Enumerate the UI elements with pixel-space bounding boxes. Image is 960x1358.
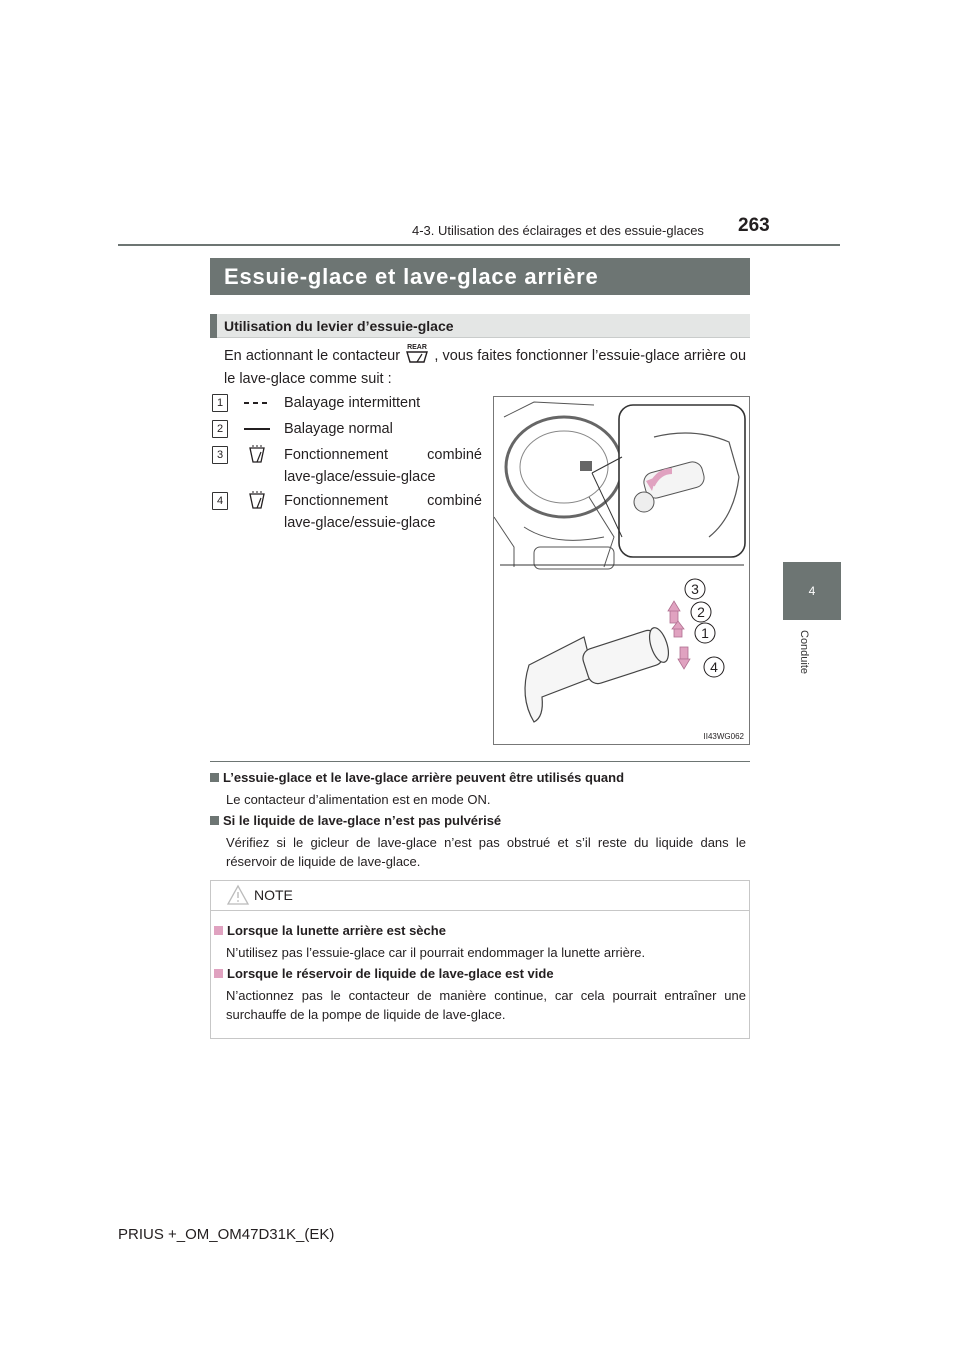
list-item — [212, 392, 482, 414]
bullet-square-icon — [214, 926, 223, 935]
note-body: Vérifiez si le gicleur de lave-glace n’est pas obstrué et s’il reste du liquide dans le réservoir de liquide de lave-glace. — [226, 835, 746, 869]
item-text: Fonctionnement combiné lave-glace/essuie-glace — [284, 447, 482, 485]
illustration-svg — [494, 397, 749, 744]
callout-2: 2 — [697, 604, 705, 620]
section-title: 4-3. Utilisation des éclairages et des essuie-glaces — [412, 223, 704, 238]
warning-triangle-icon — [226, 884, 250, 906]
item-number: 4 — [212, 492, 228, 510]
item-number: 1 — [212, 394, 228, 412]
page-title: Essuie-glace et lave-glace arrière — [210, 258, 750, 295]
section-divider — [210, 761, 750, 762]
rear-wiper-switch-icon — [404, 342, 430, 360]
subheading: Utilisation du levier d’essuie-glace — [210, 314, 750, 338]
intro-text-end: , vous faites fonctionner l’essuie-glace arrière ou le lave-glace comme suit : — [224, 348, 747, 387]
note-heading-text: L’essuie-glace et le lave-glace arrière peuvent être utilisés quand — [223, 770, 625, 785]
item-number: 2 — [212, 420, 228, 438]
callout-1: 1 — [701, 625, 709, 641]
intro-text-start: En actionnant le contacteur — [224, 348, 401, 364]
list-item — [212, 418, 482, 440]
caution-heading — [214, 966, 554, 981]
subheading-accent — [210, 314, 217, 338]
list-item — [212, 444, 482, 488]
callout-4: 4 — [710, 659, 718, 675]
item-text: Fonctionnement combiné lave-glace/essuie-glace — [284, 493, 482, 531]
wiper-lever-illustration — [493, 396, 750, 745]
solid-line-icon — [242, 418, 272, 440]
document-code: PRIUS +_OM_OM47D31K_(EK) — [118, 1226, 335, 1243]
note-heading — [210, 770, 624, 785]
header-divider — [118, 244, 840, 246]
note-heading-text: Si le liquide de lave-glace n’est pas pulvérisé — [223, 813, 502, 828]
caution-heading — [214, 923, 446, 938]
list-item — [212, 490, 482, 534]
bullet-square-icon — [210, 773, 219, 782]
item-number: 3 — [212, 446, 228, 464]
caution-body: N’actionnez pas le contacteur de manière continue, car cela pourrait entraîner une surchauffe de la pompe de liquide de lave-glace. — [226, 988, 746, 1022]
note-body: Le contacteur d’alimentation est en mode ON. — [226, 792, 491, 807]
note-heading — [210, 813, 501, 828]
bullet-square-icon — [210, 816, 219, 825]
caution-heading-text: Lorsque le réservoir de liquide de lave-glace est vide — [227, 966, 554, 981]
chapter-label: Conduite — [798, 630, 810, 675]
rear-label: REAR — [407, 344, 428, 352]
dashed-line-icon — [242, 392, 272, 414]
bullet-square-icon — [214, 969, 223, 978]
item-text: Balayage normal — [284, 421, 393, 437]
washer-spray-icon — [242, 490, 272, 512]
page-number: 263 — [738, 215, 770, 236]
figure-code: II43WG062 — [703, 732, 744, 741]
washer-spray-icon — [242, 444, 272, 466]
intro-paragraph — [224, 345, 746, 391]
caution-body: N’utilisez pas l’essuie-glace car il pourrait endommager la lunette arrière. — [226, 945, 646, 960]
callout-3: 3 — [691, 581, 699, 597]
chapter-tab: 4 — [783, 562, 841, 620]
item-text: Balayage intermittent — [284, 395, 421, 411]
note-label: NOTE — [254, 887, 293, 903]
caution-heading-text: Lorsque la lunette arrière est sèche — [227, 923, 446, 938]
